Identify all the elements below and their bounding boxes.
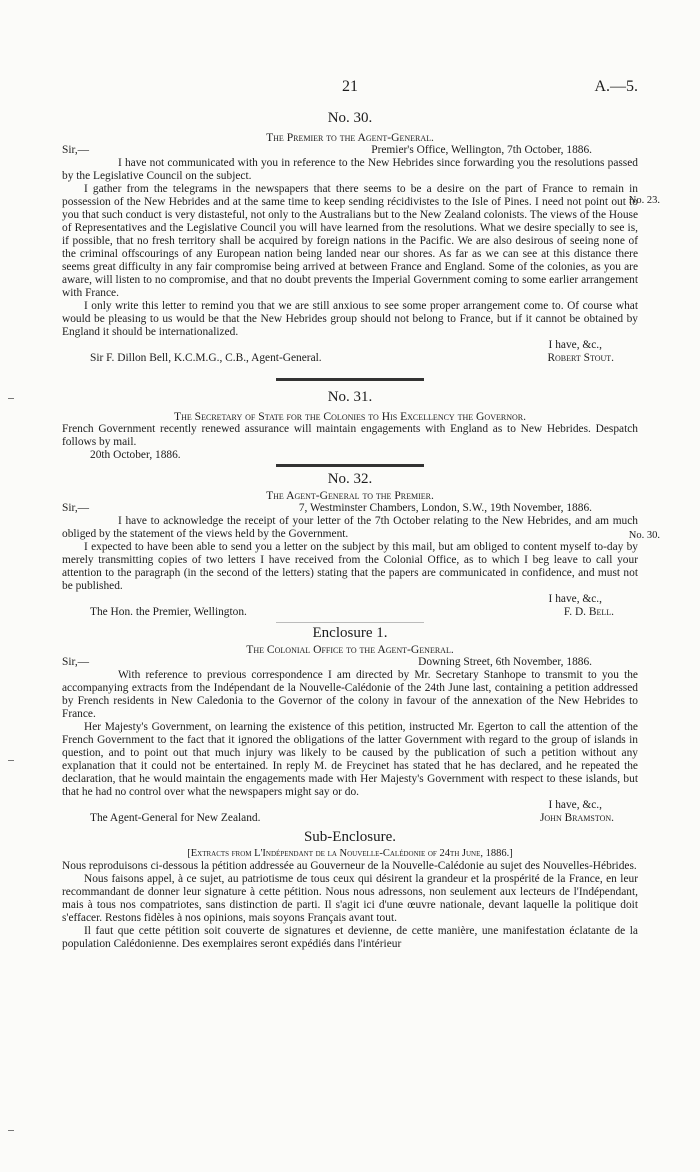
document-page <box>62 0 660 951</box>
letter-number: No. 31. <box>327 389 373 405</box>
paragraph: I have not communicated with you in reference to the New Hebrides since forwarding you the resolutions passed by the Legislative Council on the subject. <box>62 157 638 182</box>
letter-no-32 <box>62 471 660 619</box>
paragraph: With reference to previous correspondence I am directed by Mr. Secretary Stanhope to transmit to you the accompanying extracts from the Indépendant de la Nouvelle-Calédonie of the 24th June last, containing a petition addressed by French residents in New Caledonia to the Governor of the colony in favour of the annexation of the New Hebrides to France. <box>62 669 638 720</box>
paragraph: Nous reproduisons ci-dessous la pétition addressée au Gouverneur de la Nouvelle-Calédonie au sujet des Nouvelles-Hébrides. <box>62 860 637 872</box>
page-number: 21 <box>342 78 358 95</box>
closing: I have, &c., <box>548 799 602 811</box>
signature: Robert Stout. <box>547 352 614 364</box>
margin-reference: No. 30. <box>628 530 660 541</box>
document-reference: A.—5. <box>594 78 638 95</box>
divider <box>276 622 424 623</box>
salutation: Sir,— <box>62 656 90 668</box>
letter-caption: The Agent-General to the Premier. <box>266 489 434 502</box>
paragraph: Nous faisons appel, à ce sujet, au patriotisme de tous ceux qui désirent la grandeur et la prospérité de la France, en leur recommandant de donner leur signature à cette pétition. Nous nous adressons, non seulement aux lecteurs de l'Indépendant, mais à tous nos compatriotes, sans distinction de parti. Il s'agit ici d'une œuvre nationale, devant laquelle la politique doit s'effacer. Restons fidèles à nos opinions, mais soyons Français avant tout. <box>62 873 638 924</box>
paragraph: I expected to have been able to send you a letter on the subject by this mail, but am obliged to content myself to-day by merely transmitting copies of two letters I have received from the Colonial Office, as to which I beg leave to call your attention to the paragraph (in the second of the letters) stating that the papers are communicated in confidence, and must not be published. <box>62 541 638 592</box>
salutation-line <box>62 144 638 157</box>
place-date: Downing Street, 6th November, 1886. <box>418 656 592 668</box>
addressee: The Hon. the Premier, Wellington. <box>90 606 247 618</box>
paragraph: Her Majesty's Government, on learning the existence of this petition, instructed Mr. Egerton to call the attention of the French Government to the fact that it ignored the obligations of the latter Government with regard to the group of islands in question, and to point out that much injury was likely to be caused by the publication of such a petition without any explanation that it could not be entertained. In reply M. de Freycinet has stated that he has declared, and he repeated the declaration, that he would maintain the engagements made with Her Majesty's Government with respect to these islands, but that he had no control over what the newspapers might say or do. <box>62 721 638 798</box>
salutation: Sir,— <box>62 502 90 514</box>
paragraph: I have to acknowledge the receipt of your letter of the 7th October relating to the New Hebrides, and am much obliged by the statement of the views held by the Government. <box>62 515 638 540</box>
letter-number: No. 32. <box>327 471 373 487</box>
place-date: Premier's Office, Wellington, 7th October, 1886. <box>371 144 592 156</box>
scan-mark <box>8 398 14 399</box>
salutation-line <box>62 656 638 669</box>
letter-no-30 <box>62 110 660 365</box>
letter-number: No. 30. <box>327 110 373 126</box>
salutation: Sir,— <box>62 144 90 156</box>
extract-caption: [Extracts from L'Indépendant de la Nouvelle-Calédonie of 24th June, 1886.] <box>187 848 513 859</box>
telegram-no-31 <box>62 391 638 462</box>
margin-reference: No. 23. <box>628 195 660 206</box>
sub-enclosure <box>62 831 638 951</box>
paragraph: I only write this letter to remind you that we are still anxious to see some proper arrangement come to. Of course what would be pleasing to us would be that the New Hebrides group should not belong to France, but if it cannot be obtained by England it should be internationalized. <box>62 300 638 338</box>
letter-caption: The Premier to the Agent-General. <box>266 131 434 144</box>
sub-enclosure-title: Sub-Enclosure. <box>303 829 397 845</box>
page-header <box>62 78 638 102</box>
addressee: The Agent-General for New Zealand. <box>90 812 261 824</box>
signature: John Bramston. <box>539 812 614 824</box>
addressee-signature-line <box>62 812 638 825</box>
paragraph: Il faut que cette pétition soit couverte de signatures et devienne, de cette manière, une manifestation éclatante de la population Calédonienne. Des exemplaires seront expédiés dans l'intérieur <box>62 925 638 950</box>
telegram-date: 20th October, 1886. <box>90 449 181 461</box>
scan-mark <box>8 1130 14 1131</box>
addressee-signature-line <box>62 606 638 619</box>
addressee-signature-line <box>62 352 638 365</box>
salutation-line <box>62 502 638 515</box>
addressee: Sir F. Dillon Bell, K.C.M.G., C.B., Agent-General. <box>90 352 322 364</box>
paragraph: I gather from the telegrams in the newspapers that there seems to be a desire on the part of France to remain in possession of the New Hebrides and at the same time to keep sending récidivistes to the Isle of Pines. I need not point out to you that such conduct is very distasteful, not only to the Australians but to the New Zealand colonists. The views of the House of Representatives and the Legislative Council you will have learned from the resolutions. What we desire specially to see is, if possible, that no fresh territory shall be acquired by foreign nations in the Pacific. We are also desirous of seeing none of the criminal offscourings of any European nation being landed near our shores. As far as we can see at this distance there seems great difficulty in any fair compromise being arrived at between France and England. Some of the colonies, as you are aware, will listen to no compromise, and that no doubt prevents the Imperial Government coming to some earlier arrangement with France. <box>62 183 638 299</box>
closing: I have, &c., <box>548 593 602 605</box>
place-date: 7, Westminster Chambers, London, S.W., 19th November, 1886. <box>298 502 592 514</box>
telegram-text: French Government recently renewed assurance will maintain engagements with England as to New Hebrides. Despatch follows by mail. <box>62 423 638 448</box>
signature: F. D. Bell. <box>563 606 614 618</box>
section-rule <box>276 464 424 467</box>
enclosure-caption: The Colonial Office to the Agent-General. <box>246 643 454 656</box>
enclosure-title: Enclosure 1. <box>312 625 388 641</box>
scan-mark <box>8 760 14 761</box>
letter-caption: The Secretary of State for the Colonies to His Excellency the Governor. <box>174 410 526 423</box>
section-rule <box>276 378 424 381</box>
closing: I have, &c., <box>548 339 602 351</box>
enclosure-1 <box>62 627 638 825</box>
